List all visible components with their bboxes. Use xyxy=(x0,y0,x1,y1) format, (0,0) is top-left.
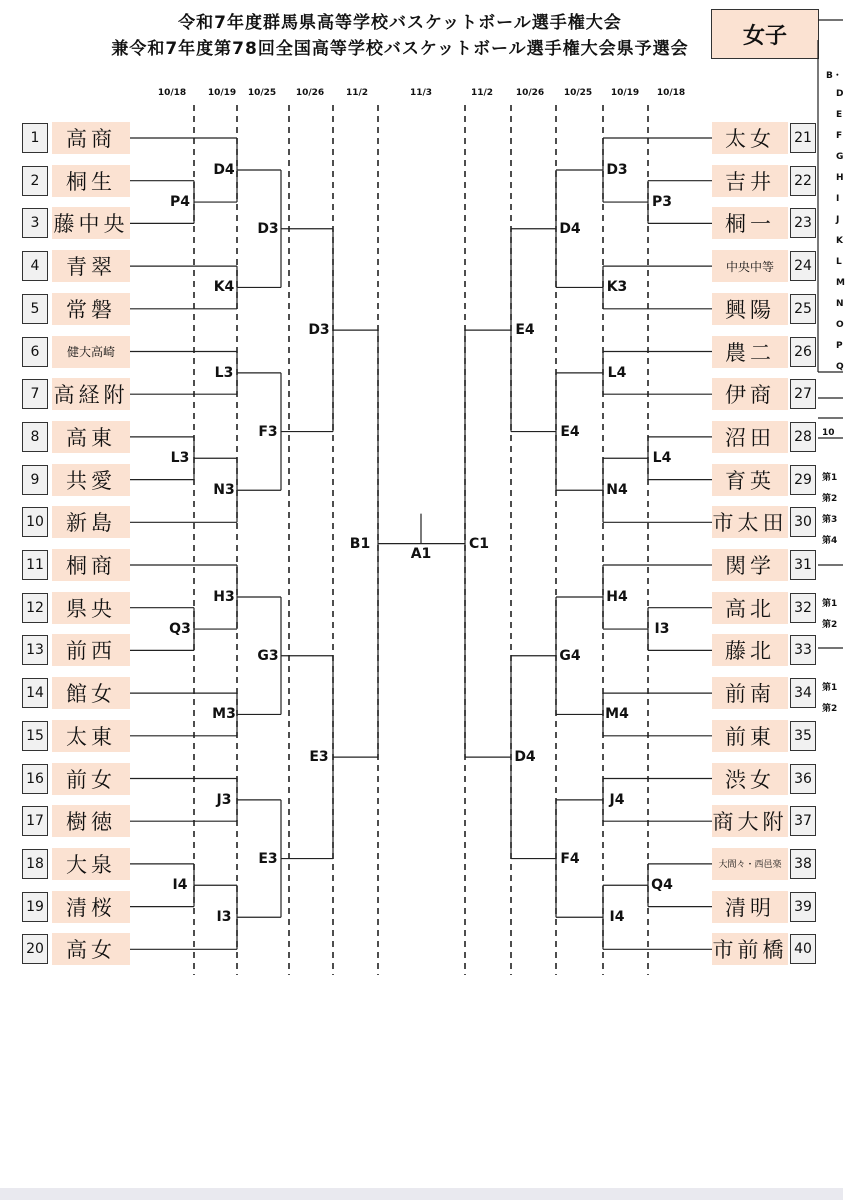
team-name: 樹徳 xyxy=(52,805,130,837)
team-name: 清明 xyxy=(712,891,788,923)
match-label: I3 xyxy=(654,621,670,638)
side-fragment-text: J xyxy=(836,215,840,225)
team-name: 高経附 xyxy=(52,378,130,410)
match-label: P4 xyxy=(169,194,191,211)
team-name: 清桜 xyxy=(52,891,130,923)
match-label: F4 xyxy=(560,850,580,867)
match-label: L4 xyxy=(652,450,672,467)
team-name: 健大高崎 xyxy=(52,336,130,368)
date-right-5: 10/18 xyxy=(656,88,686,98)
team-name: 前南 xyxy=(712,677,788,709)
seed-number: 13 xyxy=(22,635,48,665)
side-fragment-text: 第1 xyxy=(822,683,838,693)
team-name: 青翠 xyxy=(52,250,130,282)
team-name: 興陽 xyxy=(712,293,788,325)
side-fragment-text: I xyxy=(836,194,840,204)
match-label: E4 xyxy=(560,423,580,440)
team-name: 館女 xyxy=(52,677,130,709)
team-name: 吉井 xyxy=(712,165,788,197)
seed-number: 2 xyxy=(22,166,48,196)
seed-number: 15 xyxy=(22,721,48,751)
match-label: D3 xyxy=(257,220,279,237)
match-label: E4 xyxy=(515,322,535,339)
team-name: 前東 xyxy=(712,720,788,752)
team-name: 中央中等 xyxy=(712,250,788,282)
date-right-3: 10/25 xyxy=(563,88,593,98)
match-label: Q3 xyxy=(169,621,191,638)
match-label: E3 xyxy=(258,850,278,867)
seed-number: 3 xyxy=(22,208,48,238)
match-label: H4 xyxy=(606,589,628,606)
side-fragment-text: K xyxy=(836,236,843,246)
seed-number: 9 xyxy=(22,465,48,495)
match-label: L4 xyxy=(607,364,627,381)
date-left-1: 10/18 xyxy=(157,88,187,98)
match-label: J3 xyxy=(216,791,232,808)
match-label: M4 xyxy=(605,706,629,723)
seed-number: 14 xyxy=(22,678,48,708)
side-fragment-text: 第4 xyxy=(822,536,838,546)
date-left-2: 10/19 xyxy=(207,88,237,98)
match-label: I4 xyxy=(172,877,188,894)
team-name: 桐商 xyxy=(52,549,130,581)
team-name: 沼田 xyxy=(712,421,788,453)
match-label: Q4 xyxy=(651,877,673,894)
seed-number: 21 xyxy=(790,123,816,153)
seed-number: 25 xyxy=(790,294,816,324)
team-name: 高女 xyxy=(52,933,130,965)
side-fragment-text: D xyxy=(836,89,844,99)
seed-number: 36 xyxy=(790,764,816,794)
seed-number: 37 xyxy=(790,806,816,836)
seed-number: 6 xyxy=(22,337,48,367)
team-name: 前西 xyxy=(52,634,130,666)
team-name: 関学 xyxy=(712,549,788,581)
seed-number: 23 xyxy=(790,208,816,238)
date-final: 11/3 xyxy=(409,88,433,98)
match-label: I4 xyxy=(609,909,625,926)
seed-number: 19 xyxy=(22,892,48,922)
match-label: D4 xyxy=(514,749,536,766)
side-fragment-text: Q xyxy=(836,362,844,372)
side-fragment-text: N xyxy=(836,299,844,309)
seed-number: 12 xyxy=(22,593,48,623)
match-label: D4 xyxy=(559,220,581,237)
seed-number: 29 xyxy=(790,465,816,495)
date-left-5: 11/2 xyxy=(345,88,369,98)
seed-number: 39 xyxy=(790,892,816,922)
side-fragment-text: F xyxy=(836,131,843,141)
side-fragment-text: 第3 xyxy=(822,515,838,525)
team-name: 桐一 xyxy=(712,207,788,239)
seed-number: 20 xyxy=(22,934,48,964)
match-label: I3 xyxy=(216,909,232,926)
team-name: 渋女 xyxy=(712,763,788,795)
date-left-4: 10/26 xyxy=(295,88,325,98)
team-name: 育英 xyxy=(712,464,788,496)
category-badge: 女子 xyxy=(711,9,819,59)
seed-number: 5 xyxy=(22,294,48,324)
seed-number: 22 xyxy=(790,166,816,196)
team-name: 太東 xyxy=(52,720,130,752)
seed-number: 8 xyxy=(22,422,48,452)
match-label: G3 xyxy=(257,647,279,664)
team-name: 高東 xyxy=(52,421,130,453)
seed-number: 31 xyxy=(790,550,816,580)
team-name: 共愛 xyxy=(52,464,130,496)
side-fragment-text: 第2 xyxy=(822,494,838,504)
team-name: 大泉 xyxy=(52,848,130,880)
seed-number: 34 xyxy=(790,678,816,708)
match-label: F3 xyxy=(258,423,278,440)
title-line-1: 令和7年度群馬県高等学校バスケットボール選手権大会 xyxy=(178,13,622,33)
seed-number: 4 xyxy=(22,251,48,281)
team-name: 商大附 xyxy=(712,805,788,837)
team-name: 藤北 xyxy=(712,634,788,666)
team-name: 常磐 xyxy=(52,293,130,325)
team-name: 市太田 xyxy=(712,506,788,538)
date-right-2: 10/26 xyxy=(515,88,545,98)
seed-number: 32 xyxy=(790,593,816,623)
team-name: 伊商 xyxy=(712,378,788,410)
seed-number: 38 xyxy=(790,849,816,879)
team-name: 農二 xyxy=(712,336,788,368)
side-fragment-text: H xyxy=(836,173,844,183)
match-label: E3 xyxy=(309,749,329,766)
side-fragment-text: G xyxy=(836,152,844,162)
team-name: 大間々・西邑楽 xyxy=(712,848,788,880)
date-left-3: 10/25 xyxy=(247,88,277,98)
side-fragment-text: E xyxy=(836,110,843,120)
seed-number: 40 xyxy=(790,934,816,964)
match-label: L3 xyxy=(214,364,234,381)
seed-number: 33 xyxy=(790,635,816,665)
seed-number: 1 xyxy=(22,123,48,153)
side-fragment-text: M xyxy=(836,278,845,288)
match-label: K4 xyxy=(213,279,235,296)
team-name: 前女 xyxy=(52,763,130,795)
team-name: 桐生 xyxy=(52,165,130,197)
match-label: B1 xyxy=(349,535,371,552)
match-label: H3 xyxy=(213,589,235,606)
seed-number: 11 xyxy=(22,550,48,580)
match-label: K3 xyxy=(606,279,628,296)
seed-number: 28 xyxy=(790,422,816,452)
team-name: 県央 xyxy=(52,592,130,624)
title-line-2: 兼令和7年度第78回全国高等学校バスケットボール選手権大会県予選会 xyxy=(111,39,689,59)
seed-number: 24 xyxy=(790,251,816,281)
bottom-bar xyxy=(0,1188,843,1200)
match-label: D4 xyxy=(213,162,235,179)
side-fragment-text: O xyxy=(836,320,844,330)
team-name: 高商 xyxy=(52,122,130,154)
seed-number: 18 xyxy=(22,849,48,879)
side-fragment-text: 第1 xyxy=(822,473,838,483)
side-fragment-text: L xyxy=(836,257,842,267)
team-name: 市前橋 xyxy=(712,933,788,965)
match-label: L3 xyxy=(170,450,190,467)
side-fragment-text: 10 xyxy=(822,428,835,438)
match-label: D3 xyxy=(606,162,628,179)
seed-number: 27 xyxy=(790,379,816,409)
team-name: 高北 xyxy=(712,592,788,624)
team-name: 新島 xyxy=(52,506,130,538)
match-label: A1 xyxy=(410,545,432,562)
seed-number: 30 xyxy=(790,507,816,537)
match-label: C1 xyxy=(468,535,490,552)
seed-number: 7 xyxy=(22,379,48,409)
match-label: J4 xyxy=(609,791,625,808)
match-label: D3 xyxy=(308,322,330,339)
side-fragment-text: 第1 xyxy=(822,599,838,609)
date-right-4: 10/19 xyxy=(610,88,640,98)
seed-number: 26 xyxy=(790,337,816,367)
side-fragment-text: 第2 xyxy=(822,620,838,630)
match-label: M3 xyxy=(212,706,236,723)
seed-number: 17 xyxy=(22,806,48,836)
date-right-1: 11/2 xyxy=(470,88,494,98)
match-label: N4 xyxy=(606,482,628,499)
team-name: 藤中央 xyxy=(52,207,130,239)
seed-number: 35 xyxy=(790,721,816,751)
match-label: G4 xyxy=(559,647,581,664)
side-fragment-text: 第2 xyxy=(822,704,838,714)
match-label: P3 xyxy=(651,194,673,211)
seed-number: 10 xyxy=(22,507,48,537)
team-name: 太女 xyxy=(712,122,788,154)
match-label: N3 xyxy=(213,482,235,499)
side-fragment-text: B・ xyxy=(826,71,842,81)
side-fragment-text: P xyxy=(836,341,843,351)
seed-number: 16 xyxy=(22,764,48,794)
